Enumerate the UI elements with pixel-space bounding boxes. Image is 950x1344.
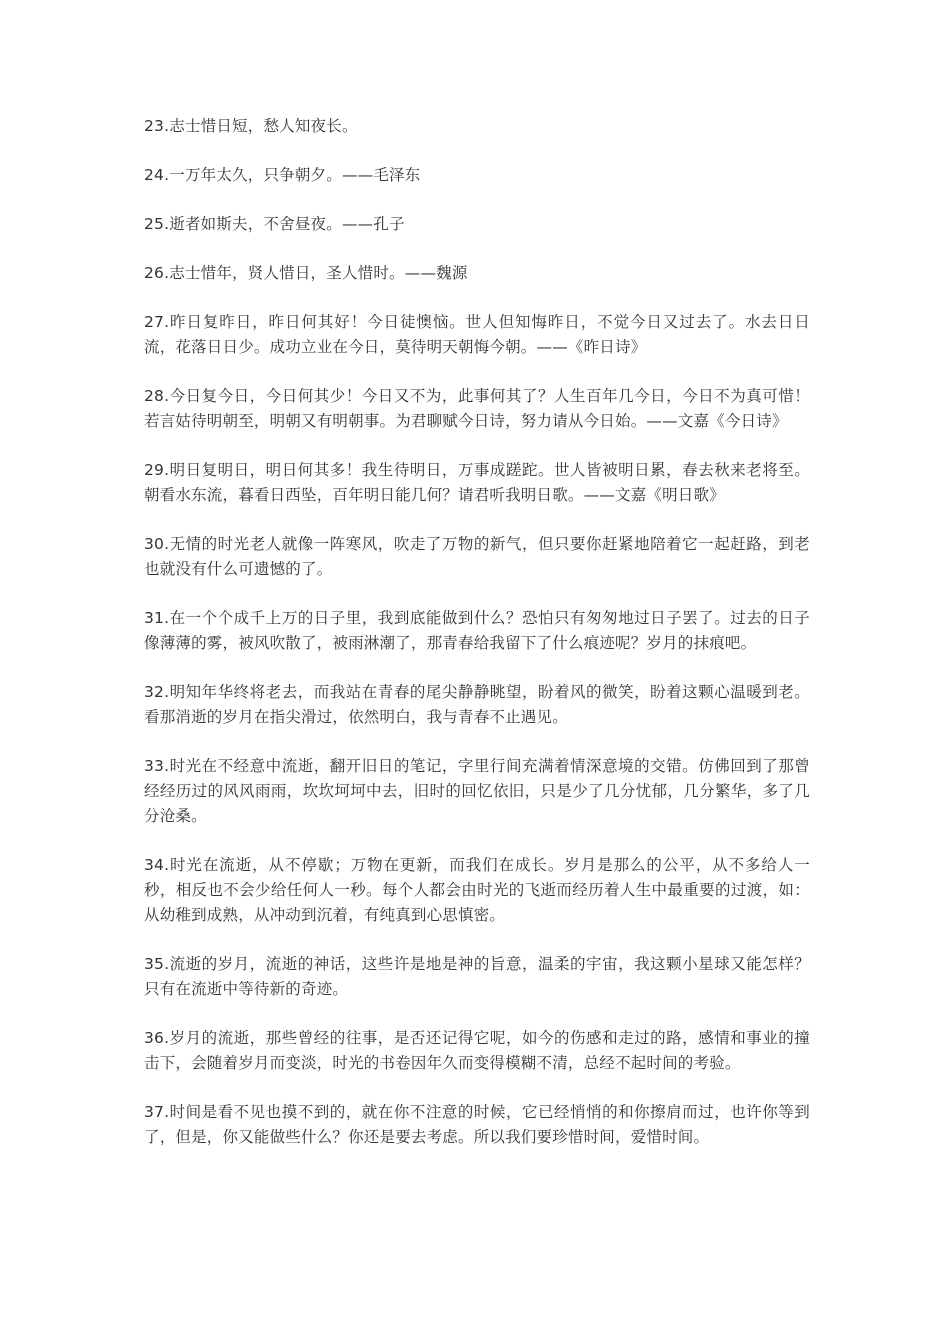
paragraph-37: 37.时间是看不见也摸不到的，就在你不注意的时候，它已经悄悄的和你擦肩而过，也许你等到了，但是，你又能做些什么？你还是要去考虑。所以我们要珍惜时间，爱惜时间。 [144, 1103, 810, 1146]
paragraph-33: 33.时光在不经意中流逝，翻开旧日的笔记，字里行间充满着情深意境的交错。仿佛回到了那曾经经历过的风风雨雨，坎坎坷坷中去，旧时的回忆依旧，只是少了几分忧郁，几分繁华，多了几分沧桑。 [144, 757, 810, 825]
paragraph-36: 36.岁月的流逝，那些曾经的往事，是否还记得它呢，如今的伤感和走过的路，感情和事业的撞击下，会随着岁月而变淡，时光的书卷因年久而变得模糊不清，总经不起时间的考验。 [144, 1029, 810, 1072]
paragraph-32: 32.明知年华终将老去，而我站在青春的尾尖静静眺望，盼着风的微笑，盼着这颗心温暖到老。看那消逝的岁月在指尖滑过，依然明白，我与青春不止遇见。 [144, 683, 810, 726]
document-body [144, 114, 810, 1174]
paragraph-27: 27.昨日复昨日，昨日何其好！今日徒懊恼。世人但知悔昨日，不觉今日又过去了。水去日日流，花落日日少。成功立业在今日，莫待明天朝悔今朝。——《昨日诗》 [144, 313, 810, 356]
paragraph-30: 30.无情的时光老人就像一阵寒风，吹走了万物的新气，但只要你赶紧地陪着它一起赶路，到老也就没有什么可遗憾的了。 [144, 535, 810, 578]
paragraph-35: 35.流逝的岁月，流逝的神话，这些许是地是神的旨意，温柔的宇宙，我这颗小星球又能怎样？只有在流逝中等待新的奇迹。 [144, 955, 810, 998]
paragraph-25: 25.逝者如斯夫，不舍昼夜。——孔子 [144, 215, 405, 233]
paragraph-28: 28.今日复今日，今日何其少！今日又不为，此事何其了？人生百年几今日，今日不为真可惜！若言姑待明朝至，明朝又有明朝事。为君聊赋今日诗，努力请从今日始。——文嘉《今日诗》 [144, 387, 810, 430]
paragraph-34: 34.时光在流逝，从不停歇；万物在更新，而我们在成长。岁月是那么的公平，从不多给人一秒，相反也不会少给任何人一秒。每个人都会由时光的飞逝而经历着人生中最重要的过渡，如：从幼稚到成熟，从冲动到沉着，有纯真到心思慎密。 [144, 856, 810, 924]
paragraph-24: 24.一万年太久，只争朝夕。——毛泽东 [144, 166, 421, 184]
paragraph-31: 31.在一个个成千上万的日子里，我到底能做到什么？恐怕只有匆匆地过日子罢了。过去的日子像薄薄的雾，被风吹散了，被雨淋潮了，那青春给我留下了什么痕迹呢？岁月的抹痕吧。 [144, 609, 810, 652]
paragraph-29: 29.明日复明日，明日何其多！我生待明日，万事成蹉跎。世人皆被明日累，春去秋来老将至。朝看水东流，暮看日西坠，百年明日能几何？请君听我明日歌。——文嘉《明日歌》 [144, 461, 810, 504]
paragraph-23: 23.志士惜日短，愁人知夜长。 [144, 117, 358, 135]
paragraph-26: 26.志士惜年，贤人惜日，圣人惜时。——魏源 [144, 264, 468, 282]
